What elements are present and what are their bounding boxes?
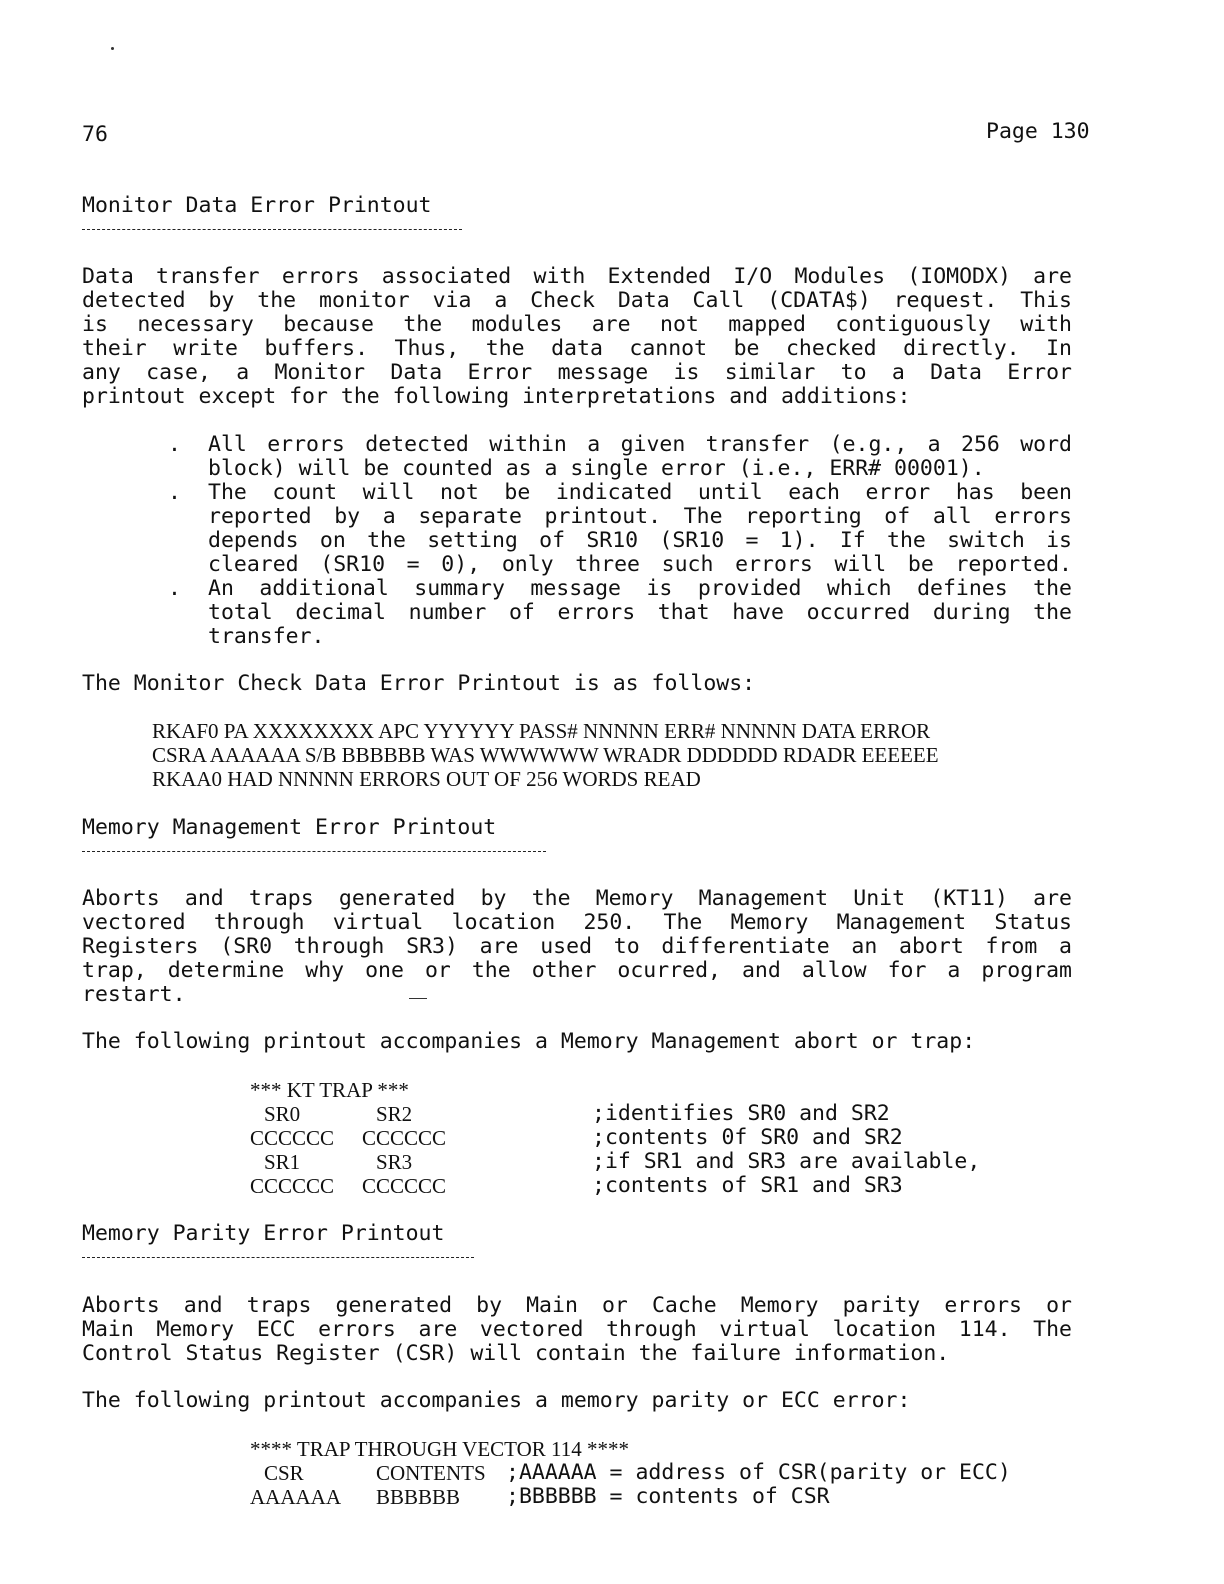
bullet-line: All errors detected within a given transfer (e.g., a 256 word bbox=[208, 432, 1072, 457]
title-underline bbox=[82, 229, 462, 230]
para-line: Registers (SR0 through SR3) are used to differentiate an abort from a bbox=[82, 934, 1072, 959]
para-line: restart. bbox=[82, 982, 186, 1007]
kt-col1: CCCCCC bbox=[250, 1174, 335, 1198]
page-number-left: 76 bbox=[82, 122, 108, 147]
kt-comment: ;if SR1 and SR3 are available, bbox=[592, 1149, 981, 1174]
parity-trap-title: **** TRAP THROUGH VECTOR 114 **** bbox=[250, 1437, 630, 1461]
bullet-item bbox=[208, 577, 1072, 649]
kt-col2: CCCCCC bbox=[362, 1126, 447, 1150]
parity-col2: BBBBBB bbox=[376, 1485, 461, 1509]
scan-speck bbox=[111, 47, 114, 50]
parity-comment: ;BBBBBB = contents of CSR bbox=[506, 1484, 830, 1509]
code-line: CSRA AAAAAA S/B BBBBBB WAS WWWWWW WRADR DDDDDD RDADR EEEEEE bbox=[152, 743, 939, 767]
para-line: Main Memory ECC errors are vectored through virtual location 114. The bbox=[82, 1317, 1072, 1342]
paragraph-parity bbox=[82, 1294, 1072, 1366]
para-line: is necessary because the modules are not mapped contiguously with bbox=[82, 312, 1072, 337]
bullet-dot: . bbox=[168, 576, 181, 601]
section-title-memmgmt: Memory Management Error Printout bbox=[82, 815, 497, 840]
kt-col1: SR1 bbox=[264, 1150, 301, 1174]
parity-comment: ;AAAAAA = address of CSR(parity or ECC) bbox=[506, 1460, 1011, 1485]
code-line: RKAA0 HAD NNNNN ERRORS OUT OF 256 WORDS READ bbox=[152, 767, 701, 791]
kt-col1: CCCCCC bbox=[250, 1126, 335, 1150]
scan-mark bbox=[409, 998, 427, 999]
bullet-line: block) will be counted as a single error (i.e., ERR# 00001). bbox=[208, 456, 985, 481]
section-title-monitor: Monitor Data Error Printout bbox=[82, 193, 432, 218]
section-title-parity: Memory Parity Error Printout bbox=[82, 1221, 445, 1246]
kt-comment: ;contents 0f SR0 and SR2 bbox=[592, 1125, 903, 1150]
para-line: Aborts and traps generated by the Memory Management Unit (KT11) are bbox=[82, 886, 1072, 911]
parity-col1: CSR bbox=[264, 1461, 304, 1485]
kt-col2: CCCCCC bbox=[362, 1174, 447, 1198]
para-line: trap, determine why one or the other ocurred, and allow for a program bbox=[82, 958, 1072, 983]
bullet-line: cleared (SR10 = 0), only three such errors will be reported. bbox=[208, 552, 1072, 577]
title-underline bbox=[82, 1257, 474, 1258]
bullet-dot: . bbox=[168, 432, 181, 457]
title-underline bbox=[82, 851, 546, 852]
bullet-line: The count will not be indicated until each error has been bbox=[208, 480, 1072, 505]
kt-trap-title: *** KT TRAP *** bbox=[250, 1078, 409, 1102]
para-line: Aborts and traps generated by Main or Cache Memory parity errors or bbox=[82, 1293, 1072, 1318]
bullet-line: depends on the setting of SR10 (SR10 = 1). If the switch is bbox=[208, 528, 1072, 553]
bullet-line: reported by a separate printout. The reporting of all errors bbox=[208, 504, 1072, 529]
bullet-line: total decimal number of errors that have occurred during the bbox=[208, 600, 1072, 625]
kt-col1: SR0 bbox=[264, 1102, 301, 1126]
para-line: detected by the monitor via a Check Data Call (CDATA$) request. This bbox=[82, 288, 1072, 313]
para-line: Control Status Register (CSR) will contain the failure information. bbox=[82, 1341, 950, 1366]
para-line: Data transfer errors associated with Extended I/O Modules (IOMODX) are bbox=[82, 264, 1072, 289]
memmgmt-intro: The following printout accompanies a Memory Management abort or trap: bbox=[82, 1029, 976, 1054]
parity-intro: The following printout accompanies a memory parity or ECC error: bbox=[82, 1388, 911, 1413]
bullet-line: transfer. bbox=[208, 624, 325, 649]
kt-col2: SR3 bbox=[376, 1150, 413, 1174]
bullet-item bbox=[208, 433, 1072, 481]
kt-comment: ;identifies SR0 and SR2 bbox=[592, 1101, 890, 1126]
paragraph-memmgmt bbox=[82, 887, 1072, 1007]
bullet-dot: . bbox=[168, 480, 181, 505]
bullet-item bbox=[208, 481, 1072, 577]
para-line: any case, a Monitor Data Error message is similar to a Data Error bbox=[82, 360, 1072, 385]
parity-col2: CONTENTS bbox=[376, 1461, 486, 1485]
para-line: vectored through virtual location 250. The Memory Management Status bbox=[82, 910, 1072, 935]
monitor-intro: The Monitor Check Data Error Printout is as follows: bbox=[82, 671, 756, 696]
bullet-line: An additional summary message is provided which defines the bbox=[208, 576, 1072, 601]
paragraph-monitor bbox=[82, 265, 1072, 409]
parity-col1: AAAAAA bbox=[250, 1485, 341, 1509]
kt-col2: SR2 bbox=[376, 1102, 413, 1126]
code-line: RKAF0 PA XXXXXXXX APC YYYYYY PASS# NNNNN ERR# NNNNN DATA ERROR bbox=[152, 719, 931, 743]
kt-comment: ;contents of SR1 and SR3 bbox=[592, 1173, 903, 1198]
para-line: their write buffers. Thus, the data cannot be checked directly. In bbox=[82, 336, 1072, 361]
page-number-right: Page 130 bbox=[986, 119, 1090, 144]
para-line: printout except for the following interpretations and additions: bbox=[82, 384, 911, 409]
